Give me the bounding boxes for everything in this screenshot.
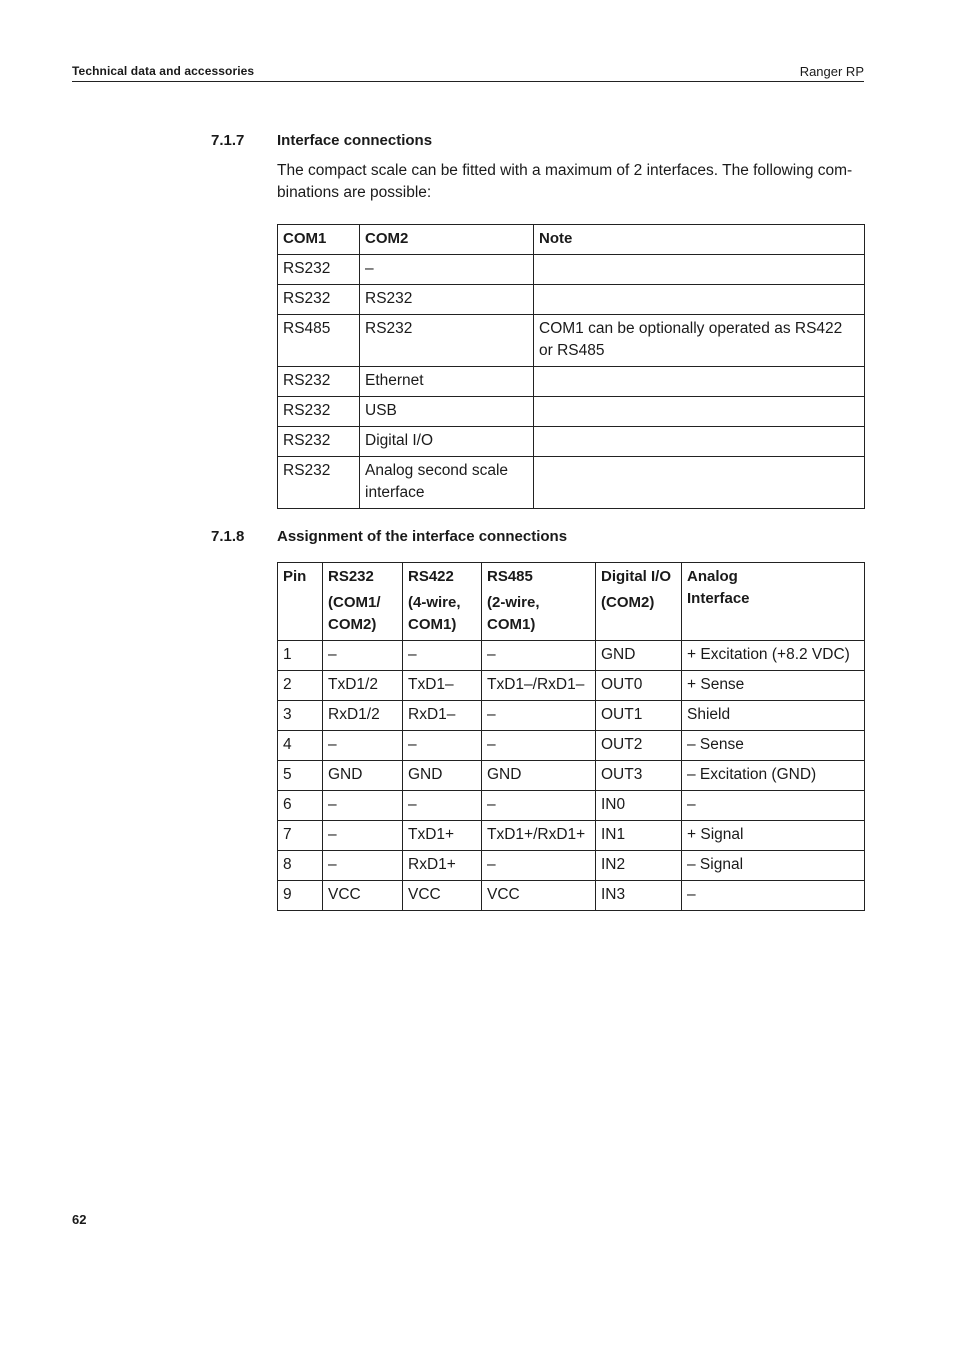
table-cell: IN1 bbox=[596, 821, 682, 851]
column-header-com2: COM2 bbox=[360, 225, 534, 255]
table-row bbox=[278, 255, 865, 285]
table-cell: – bbox=[682, 791, 865, 821]
table-cell: Shield bbox=[682, 701, 865, 731]
table-cell bbox=[534, 255, 865, 285]
table-row bbox=[278, 427, 865, 457]
table-row bbox=[278, 285, 865, 315]
table-cell: – bbox=[403, 731, 482, 761]
column-header-line1: RS422 bbox=[408, 568, 454, 585]
table-cell: 5 bbox=[278, 761, 323, 791]
table-cell: 1 bbox=[278, 641, 323, 671]
table-cell: GND bbox=[323, 761, 403, 791]
intro-line-2: binations are possible: bbox=[277, 184, 432, 201]
column-header-line1: Analog bbox=[687, 568, 738, 585]
table-cell: RS232 bbox=[360, 315, 534, 367]
table-cell: + Sense bbox=[682, 671, 865, 701]
table-cell: TxD1– bbox=[403, 671, 482, 701]
table-cell bbox=[534, 367, 865, 397]
section-title-assignment: Assignment of the interface connections bbox=[277, 528, 568, 545]
page-number: 62 bbox=[72, 1212, 87, 1227]
table-row bbox=[278, 761, 865, 791]
table-cell: OUT1 bbox=[596, 701, 682, 731]
table-row bbox=[278, 881, 865, 911]
table-cell: – bbox=[482, 851, 596, 881]
table-cell: Ethernet bbox=[360, 367, 534, 397]
table-cell: TxD1+ bbox=[403, 821, 482, 851]
table-row bbox=[278, 851, 865, 881]
column-header-note: Note bbox=[534, 225, 865, 255]
table-cell: 3 bbox=[278, 701, 323, 731]
intro-line-1: The compact scale can be fitted with a maximum of 2 interfaces. The following com- bbox=[277, 162, 853, 179]
table-cell: – bbox=[482, 701, 596, 731]
table-cell bbox=[534, 427, 865, 457]
table-row bbox=[278, 791, 865, 821]
table-cell: RS485 bbox=[278, 315, 360, 367]
table-cell: RS232 bbox=[278, 285, 360, 315]
table-cell: RS232 bbox=[278, 397, 360, 427]
table-row bbox=[278, 641, 865, 671]
table-cell: RxD1+ bbox=[403, 851, 482, 881]
table-cell: 2 bbox=[278, 671, 323, 701]
column-header-line1: Pin bbox=[283, 568, 307, 585]
section-number-assignment: 7.1.8 bbox=[211, 528, 245, 545]
table-cell: – bbox=[403, 791, 482, 821]
table-cell: VCC bbox=[482, 881, 596, 911]
table-cell bbox=[534, 457, 865, 509]
table-cell: USB bbox=[360, 397, 534, 427]
table-cell: TxD1/2 bbox=[323, 671, 403, 701]
table-row bbox=[278, 397, 865, 427]
table-cell: – bbox=[323, 731, 403, 761]
section-title-interface-connections: Interface connections bbox=[277, 132, 433, 149]
table-cell: COM1 can be optionally operated as RS422 or RS485 bbox=[534, 315, 865, 367]
table-cell: RxD1– bbox=[403, 701, 482, 731]
table-cell: IN0 bbox=[596, 791, 682, 821]
section-number-interface-connections: 7.1.7 bbox=[211, 132, 245, 149]
table-row bbox=[278, 367, 865, 397]
table-cell: VCC bbox=[403, 881, 482, 911]
table-cell: OUT3 bbox=[596, 761, 682, 791]
table-row bbox=[278, 671, 865, 701]
column-header bbox=[682, 563, 865, 641]
table-cell: – bbox=[323, 851, 403, 881]
header-divider bbox=[72, 81, 864, 82]
column-header-line2: (2-wire, COM1) bbox=[487, 594, 540, 633]
table-cell bbox=[534, 397, 865, 427]
table-cell: – Excitation (GND) bbox=[682, 761, 865, 791]
table-cell: – bbox=[482, 791, 596, 821]
table-cell: RS232 bbox=[278, 457, 360, 509]
column-header-line1: RS232 bbox=[328, 568, 374, 585]
column-header-line2: Interface bbox=[687, 590, 750, 607]
table-cell: GND bbox=[482, 761, 596, 791]
running-header-section: Technical data and accessories bbox=[72, 64, 255, 78]
table-header-row bbox=[278, 563, 865, 641]
column-header bbox=[278, 563, 323, 641]
running-header-product: Ranger RP bbox=[799, 64, 864, 79]
table-row bbox=[278, 315, 865, 367]
table-cell: – bbox=[360, 255, 534, 285]
table-cell: OUT0 bbox=[596, 671, 682, 701]
table-cell: – bbox=[482, 641, 596, 671]
pin-assignment-table bbox=[277, 562, 865, 911]
table-cell: IN3 bbox=[596, 881, 682, 911]
table-cell: IN2 bbox=[596, 851, 682, 881]
table-cell: GND bbox=[403, 761, 482, 791]
table-cell: 4 bbox=[278, 731, 323, 761]
column-header bbox=[596, 563, 682, 641]
table-cell: 8 bbox=[278, 851, 323, 881]
table-cell: RxD1/2 bbox=[323, 701, 403, 731]
table-cell: 9 bbox=[278, 881, 323, 911]
table-cell: TxD1+/RxD1+ bbox=[482, 821, 596, 851]
table-cell: – Signal bbox=[682, 851, 865, 881]
table-header-row bbox=[278, 225, 865, 255]
intro-paragraph bbox=[277, 160, 865, 204]
table-cell: + Signal bbox=[682, 821, 865, 851]
table-cell: Analog second scale interface bbox=[360, 457, 534, 509]
table-cell: RS232 bbox=[278, 367, 360, 397]
table-cell: RS232 bbox=[278, 427, 360, 457]
table-cell: – bbox=[682, 881, 865, 911]
table-cell: – Sense bbox=[682, 731, 865, 761]
table-cell: 6 bbox=[278, 791, 323, 821]
interface-combinations-table bbox=[277, 224, 865, 509]
table-row bbox=[278, 731, 865, 761]
table-cell: – bbox=[403, 641, 482, 671]
table-cell: TxD1–/RxD1– bbox=[482, 671, 596, 701]
column-header bbox=[403, 563, 482, 641]
table-cell: + Excitation (+8.2 VDC) bbox=[682, 641, 865, 671]
table-cell bbox=[534, 285, 865, 315]
column-header-line2: (4-wire, COM1) bbox=[408, 594, 461, 633]
column-header bbox=[323, 563, 403, 641]
table-row bbox=[278, 701, 865, 731]
table-row bbox=[278, 821, 865, 851]
table-cell: – bbox=[323, 821, 403, 851]
column-header-line1: Digital I/O bbox=[601, 568, 672, 585]
column-header-line2: (COM2) bbox=[601, 594, 655, 611]
table-cell: OUT2 bbox=[596, 731, 682, 761]
column-header bbox=[482, 563, 596, 641]
table-row bbox=[278, 457, 865, 509]
column-header-line1: RS485 bbox=[487, 568, 533, 585]
table-cell: – bbox=[323, 641, 403, 671]
column-header-com1: COM1 bbox=[278, 225, 360, 255]
column-header-line2: (COM1/ COM2) bbox=[328, 594, 381, 633]
table-cell: – bbox=[482, 731, 596, 761]
table-cell: – bbox=[323, 791, 403, 821]
table-cell: 7 bbox=[278, 821, 323, 851]
table-cell: RS232 bbox=[278, 255, 360, 285]
table-cell: Digital I/O bbox=[360, 427, 534, 457]
table-cell: VCC bbox=[323, 881, 403, 911]
table-cell: GND bbox=[596, 641, 682, 671]
table-cell: RS232 bbox=[360, 285, 534, 315]
